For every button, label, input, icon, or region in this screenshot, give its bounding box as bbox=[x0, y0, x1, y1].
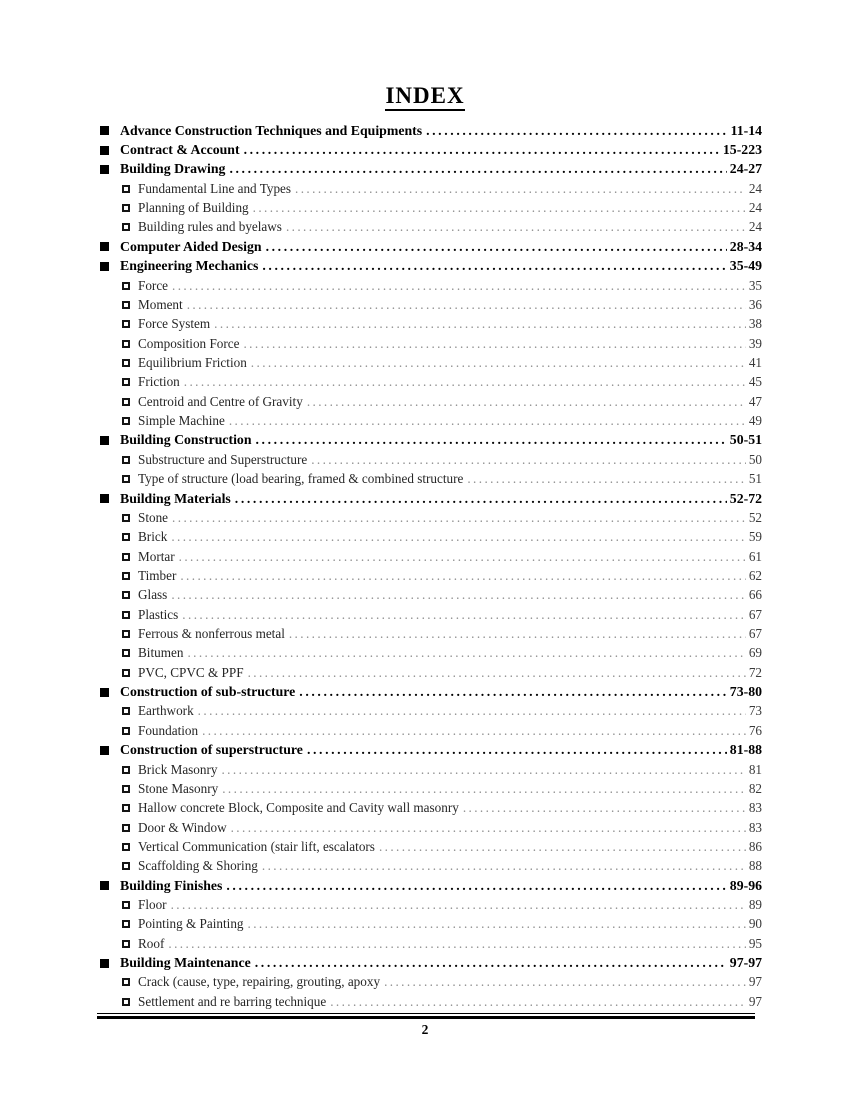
toc-entry-page: 95 bbox=[748, 935, 762, 951]
toc-entry-page: 28-34 bbox=[729, 238, 762, 254]
toc-entry-label: Glass bbox=[138, 587, 168, 603]
toc-entry-label: Building Finishes bbox=[120, 877, 223, 893]
hollow-square-bullet-icon bbox=[122, 862, 130, 870]
toc-sub-entry bbox=[100, 605, 762, 624]
hollow-square-bullet-icon bbox=[122, 204, 130, 212]
toc-entry-page: 76 bbox=[748, 722, 762, 738]
dot-leader bbox=[266, 239, 727, 255]
toc-entry-page: 67 bbox=[748, 606, 762, 622]
toc-entry-page: 73 bbox=[748, 703, 762, 719]
hollow-square-bullet-icon bbox=[122, 591, 130, 599]
toc-entry-page: 72 bbox=[748, 664, 762, 680]
toc-entry-page: 82 bbox=[748, 780, 762, 796]
hollow-square-bullet-icon bbox=[122, 940, 130, 948]
hollow-square-bullet-icon bbox=[122, 572, 130, 580]
toc-sub-entry bbox=[100, 295, 762, 314]
toc-entry-page: 38 bbox=[748, 316, 762, 332]
hollow-square-bullet-icon bbox=[122, 669, 130, 677]
dot-leader bbox=[330, 994, 746, 1010]
toc-sub-entry bbox=[100, 373, 762, 392]
toc-entry-label: Bitumen bbox=[138, 645, 184, 661]
dot-leader bbox=[244, 142, 720, 158]
toc-sub-entry bbox=[100, 624, 762, 643]
toc-entry-page: 90 bbox=[748, 916, 762, 932]
toc-sub-entry bbox=[100, 721, 762, 740]
hollow-square-bullet-icon bbox=[122, 920, 130, 928]
toc-entry-label: Fundamental Line and Types bbox=[138, 180, 292, 196]
toc-sub-entry bbox=[100, 218, 762, 237]
toc-entry-label: Door & Window bbox=[138, 819, 227, 835]
dot-leader bbox=[426, 123, 727, 139]
dot-leader bbox=[172, 510, 746, 526]
toc-entry-page: 24-27 bbox=[729, 161, 762, 177]
toc-entry-page: 73-80 bbox=[729, 684, 762, 700]
toc-sub-entry bbox=[100, 702, 762, 721]
dot-leader bbox=[248, 916, 746, 932]
toc-entry-label: Plastics bbox=[138, 606, 179, 622]
filled-square-bullet-icon bbox=[100, 126, 109, 135]
toc-entry-label: Substructure and Superstructure bbox=[138, 451, 308, 467]
toc-entry-page: 50 bbox=[748, 451, 762, 467]
toc-main-entry bbox=[100, 431, 762, 450]
toc-sub-entry bbox=[100, 973, 762, 992]
toc-entry-page: 83 bbox=[748, 819, 762, 835]
dot-leader bbox=[168, 936, 745, 952]
toc-entry-page: 81-88 bbox=[729, 742, 762, 758]
hollow-square-bullet-icon bbox=[122, 649, 130, 657]
toc-main-entry bbox=[100, 121, 762, 140]
hollow-square-bullet-icon bbox=[122, 843, 130, 851]
toc-entry-page: 52-72 bbox=[729, 490, 762, 506]
footer-page-number: 2 bbox=[421, 1021, 429, 1037]
toc-entry-label: Advance Construction Techniques and Equipments bbox=[120, 122, 423, 138]
dot-leader bbox=[251, 355, 746, 371]
dot-leader bbox=[198, 703, 746, 719]
toc-entry-label: Computer Aided Design bbox=[120, 238, 262, 254]
hollow-square-bullet-icon bbox=[122, 804, 130, 812]
toc-sub-entry bbox=[100, 198, 762, 217]
dot-leader bbox=[231, 820, 746, 836]
toc-entry-label: Friction bbox=[138, 374, 180, 390]
dot-leader bbox=[171, 587, 746, 603]
hollow-square-bullet-icon bbox=[122, 630, 130, 638]
dot-leader bbox=[463, 800, 746, 816]
toc-entry-page: 24 bbox=[748, 180, 762, 196]
dot-leader bbox=[253, 200, 746, 216]
toc-sub-entry bbox=[100, 528, 762, 547]
hollow-square-bullet-icon bbox=[122, 824, 130, 832]
toc-sub-entry bbox=[100, 392, 762, 411]
toc-entry-label: Building Materials bbox=[120, 490, 231, 506]
toc-entry-label: Type of structure (load bearing, framed & combined structure bbox=[138, 471, 464, 487]
toc-sub-entry bbox=[100, 663, 762, 682]
toc-sub-entry bbox=[100, 644, 762, 663]
toc-sub-entry bbox=[100, 566, 762, 585]
hollow-square-bullet-icon bbox=[122, 978, 130, 986]
toc-entry-label: Vertical Communication (stair lift, escalators bbox=[138, 838, 375, 854]
toc-entry-label: Composition Force bbox=[138, 335, 240, 351]
toc-sub-entry bbox=[100, 469, 762, 488]
toc-entry-page: 83 bbox=[748, 800, 762, 816]
filled-square-bullet-icon bbox=[100, 959, 109, 968]
toc-sub-entry bbox=[100, 779, 762, 798]
dot-leader bbox=[286, 219, 746, 235]
dot-leader bbox=[255, 955, 727, 971]
toc-sub-entry bbox=[100, 992, 762, 1011]
hollow-square-bullet-icon bbox=[122, 456, 130, 464]
hollow-square-bullet-icon bbox=[122, 553, 130, 561]
toc-entry-page: 89-96 bbox=[729, 877, 762, 893]
toc-entry-page: 41 bbox=[748, 354, 762, 370]
toc-entry-page: 81 bbox=[748, 761, 762, 777]
dot-leader bbox=[256, 432, 727, 448]
filled-square-bullet-icon bbox=[100, 165, 109, 174]
toc-entry-label: Construction of sub-structure bbox=[120, 684, 296, 700]
hollow-square-bullet-icon bbox=[122, 340, 130, 348]
toc-entry-label: Force bbox=[138, 277, 169, 293]
toc-entry-page: 45 bbox=[748, 374, 762, 390]
dot-leader bbox=[262, 858, 746, 874]
toc-sub-entry bbox=[100, 915, 762, 934]
hollow-square-bullet-icon bbox=[122, 611, 130, 619]
toc-main-entry bbox=[100, 876, 762, 895]
toc-entry-page: 69 bbox=[748, 645, 762, 661]
toc-entry-page: 50-51 bbox=[729, 432, 762, 448]
toc-entry-label: Brick Masonry bbox=[138, 761, 218, 777]
dot-leader bbox=[180, 568, 745, 584]
toc-entry-label: PVC, CPVC & PPF bbox=[138, 664, 244, 680]
toc-main-entry bbox=[100, 741, 762, 760]
toc-sub-entry bbox=[100, 411, 762, 430]
toc-entry-label: Timber bbox=[138, 567, 177, 583]
dot-leader bbox=[295, 181, 746, 197]
toc-sub-entry bbox=[100, 334, 762, 353]
dot-leader bbox=[307, 742, 727, 758]
hollow-square-bullet-icon bbox=[122, 320, 130, 328]
toc-entry-label: Force System bbox=[138, 316, 211, 332]
toc-sub-entry bbox=[100, 895, 762, 914]
toc-entry-label: Scaffolding & Shoring bbox=[138, 858, 258, 874]
toc-entry-label: Equilibrium Friction bbox=[138, 354, 247, 370]
toc-entry-label: Foundation bbox=[138, 722, 199, 738]
toc-entry-label: Roof bbox=[138, 935, 165, 951]
hollow-square-bullet-icon bbox=[122, 998, 130, 1006]
toc-sub-entry bbox=[100, 276, 762, 295]
filled-square-bullet-icon bbox=[100, 242, 109, 251]
toc-entry-page: 86 bbox=[748, 838, 762, 854]
toc-entry-label: Building Drawing bbox=[120, 161, 226, 177]
toc-main-entry bbox=[100, 257, 762, 276]
dot-leader bbox=[467, 471, 745, 487]
dot-leader bbox=[184, 374, 746, 390]
filled-square-bullet-icon bbox=[100, 746, 109, 755]
hollow-square-bullet-icon bbox=[122, 185, 130, 193]
toc-entry-label: Contract & Account bbox=[120, 142, 240, 158]
toc-sub-entry bbox=[100, 179, 762, 198]
toc-sub-entry bbox=[100, 934, 762, 953]
filled-square-bullet-icon bbox=[100, 688, 109, 697]
dot-leader bbox=[384, 974, 746, 990]
toc-entry-page: 67 bbox=[748, 626, 762, 642]
filled-square-bullet-icon bbox=[100, 146, 109, 155]
hollow-square-bullet-icon bbox=[122, 378, 130, 386]
hollow-square-bullet-icon bbox=[122, 707, 130, 715]
toc-entry-label: Moment bbox=[138, 296, 183, 312]
toc-entry-page: 49 bbox=[748, 413, 762, 429]
toc-entry-label: Mortar bbox=[138, 548, 175, 564]
toc-entry-label: Stone Masonry bbox=[138, 780, 219, 796]
hollow-square-bullet-icon bbox=[122, 901, 130, 909]
toc-entry-label: Engineering Mechanics bbox=[120, 258, 259, 274]
toc-main-entry bbox=[100, 140, 762, 159]
toc-sub-entry bbox=[100, 760, 762, 779]
toc-entry-page: 11-14 bbox=[730, 122, 762, 138]
filled-square-bullet-icon bbox=[100, 494, 109, 503]
dot-leader bbox=[289, 626, 746, 642]
dot-leader bbox=[311, 452, 746, 468]
toc-sub-entry bbox=[100, 315, 762, 334]
toc-entry-label: Building rules and byelaws bbox=[138, 219, 282, 235]
toc-entry-label: Stone bbox=[138, 509, 169, 525]
toc-entry-label: Building Construction bbox=[120, 432, 252, 448]
filled-square-bullet-icon bbox=[100, 262, 109, 271]
toc-entry-label: Simple Machine bbox=[138, 413, 225, 429]
toc-main-entry bbox=[100, 953, 762, 972]
hollow-square-bullet-icon bbox=[122, 417, 130, 425]
dot-leader bbox=[171, 529, 746, 545]
hollow-square-bullet-icon bbox=[122, 785, 130, 793]
toc-entry-page: 36 bbox=[748, 296, 762, 312]
toc-entry-page: 61 bbox=[748, 548, 762, 564]
toc-list bbox=[0, 112, 850, 1012]
hollow-square-bullet-icon bbox=[122, 359, 130, 367]
dot-leader bbox=[379, 839, 746, 855]
toc-entry-page: 47 bbox=[748, 393, 762, 409]
toc-entry-label: Planning of Building bbox=[138, 200, 249, 216]
toc-main-entry bbox=[100, 682, 762, 701]
dot-leader bbox=[172, 278, 746, 294]
toc-sub-entry bbox=[100, 857, 762, 876]
dot-leader bbox=[229, 161, 726, 177]
dot-leader bbox=[248, 665, 746, 681]
toc-entry-label: Brick bbox=[138, 529, 168, 545]
hollow-square-bullet-icon bbox=[122, 223, 130, 231]
footer-divider bbox=[97, 1013, 755, 1019]
toc-entry-label: Building Maintenance bbox=[120, 955, 251, 971]
dot-leader bbox=[187, 297, 746, 313]
toc-sub-entry bbox=[100, 586, 762, 605]
hollow-square-bullet-icon bbox=[122, 766, 130, 774]
toc-sub-entry bbox=[100, 353, 762, 372]
toc-sub-entry bbox=[100, 837, 762, 856]
toc-entry-label: Ferrous & nonferrous metal bbox=[138, 626, 285, 642]
hollow-square-bullet-icon bbox=[122, 727, 130, 735]
dot-leader bbox=[179, 549, 746, 565]
hollow-square-bullet-icon bbox=[122, 533, 130, 541]
toc-entry-label: Settlement and re barring technique bbox=[138, 993, 327, 1009]
dot-leader bbox=[171, 897, 746, 913]
toc-entry-page: 39 bbox=[748, 335, 762, 351]
toc-entry-page: 88 bbox=[748, 858, 762, 874]
title-container bbox=[0, 0, 850, 112]
toc-entry-page: 66 bbox=[748, 587, 762, 603]
dot-leader bbox=[262, 258, 726, 274]
toc-main-entry bbox=[100, 160, 762, 179]
toc-entry-label: Hallow concrete Block, Composite and Cavity wall masonry bbox=[138, 800, 459, 816]
toc-entry-page: 97 bbox=[748, 993, 762, 1009]
page-title: INDEX bbox=[385, 83, 464, 111]
toc-entry-label: Construction of superstructure bbox=[120, 742, 303, 758]
toc-entry-page: 97 bbox=[748, 974, 762, 990]
toc-entry-page: 15-223 bbox=[722, 142, 762, 158]
toc-entry-label: Floor bbox=[138, 897, 167, 913]
hollow-square-bullet-icon bbox=[122, 282, 130, 290]
dot-leader bbox=[214, 316, 746, 332]
dot-leader bbox=[299, 684, 727, 700]
dot-leader bbox=[235, 491, 727, 507]
toc-entry-page: 24 bbox=[748, 200, 762, 216]
toc-entry-page: 89 bbox=[748, 897, 762, 913]
toc-entry-label: Centroid and Centre of Gravity bbox=[138, 393, 303, 409]
dot-leader bbox=[221, 762, 745, 778]
toc-entry-page: 35-49 bbox=[729, 258, 762, 274]
dot-leader bbox=[182, 607, 746, 623]
dot-leader bbox=[187, 645, 745, 661]
dot-leader bbox=[243, 336, 745, 352]
dot-leader bbox=[226, 878, 726, 894]
toc-entry-page: 35 bbox=[748, 277, 762, 293]
toc-sub-entry bbox=[100, 547, 762, 566]
filled-square-bullet-icon bbox=[100, 436, 109, 445]
hollow-square-bullet-icon bbox=[122, 475, 130, 483]
toc-entry-label: Pointing & Painting bbox=[138, 916, 244, 932]
toc-sub-entry bbox=[100, 799, 762, 818]
toc-sub-entry bbox=[100, 450, 762, 469]
toc-sub-entry bbox=[100, 818, 762, 837]
toc-entry-label: Crack (cause, type, repairing, grouting, apoxy bbox=[138, 974, 381, 990]
toc-entry-page: 97-97 bbox=[729, 955, 762, 971]
toc-entry-label: Earthwork bbox=[138, 703, 194, 719]
dot-leader bbox=[202, 723, 746, 739]
dot-leader bbox=[307, 394, 746, 410]
toc-entry-page: 51 bbox=[748, 471, 762, 487]
toc-main-entry bbox=[100, 489, 762, 508]
toc-entry-page: 59 bbox=[748, 529, 762, 545]
filled-square-bullet-icon bbox=[100, 881, 109, 890]
hollow-square-bullet-icon bbox=[122, 301, 130, 309]
toc-main-entry bbox=[100, 237, 762, 256]
toc-entry-page: 24 bbox=[748, 219, 762, 235]
toc-entry-page: 62 bbox=[748, 567, 762, 583]
toc-sub-entry bbox=[100, 508, 762, 527]
dot-leader bbox=[222, 781, 746, 797]
hollow-square-bullet-icon bbox=[122, 398, 130, 406]
hollow-square-bullet-icon bbox=[122, 514, 130, 522]
dot-leader bbox=[229, 413, 746, 429]
toc-entry-page: 52 bbox=[748, 509, 762, 525]
